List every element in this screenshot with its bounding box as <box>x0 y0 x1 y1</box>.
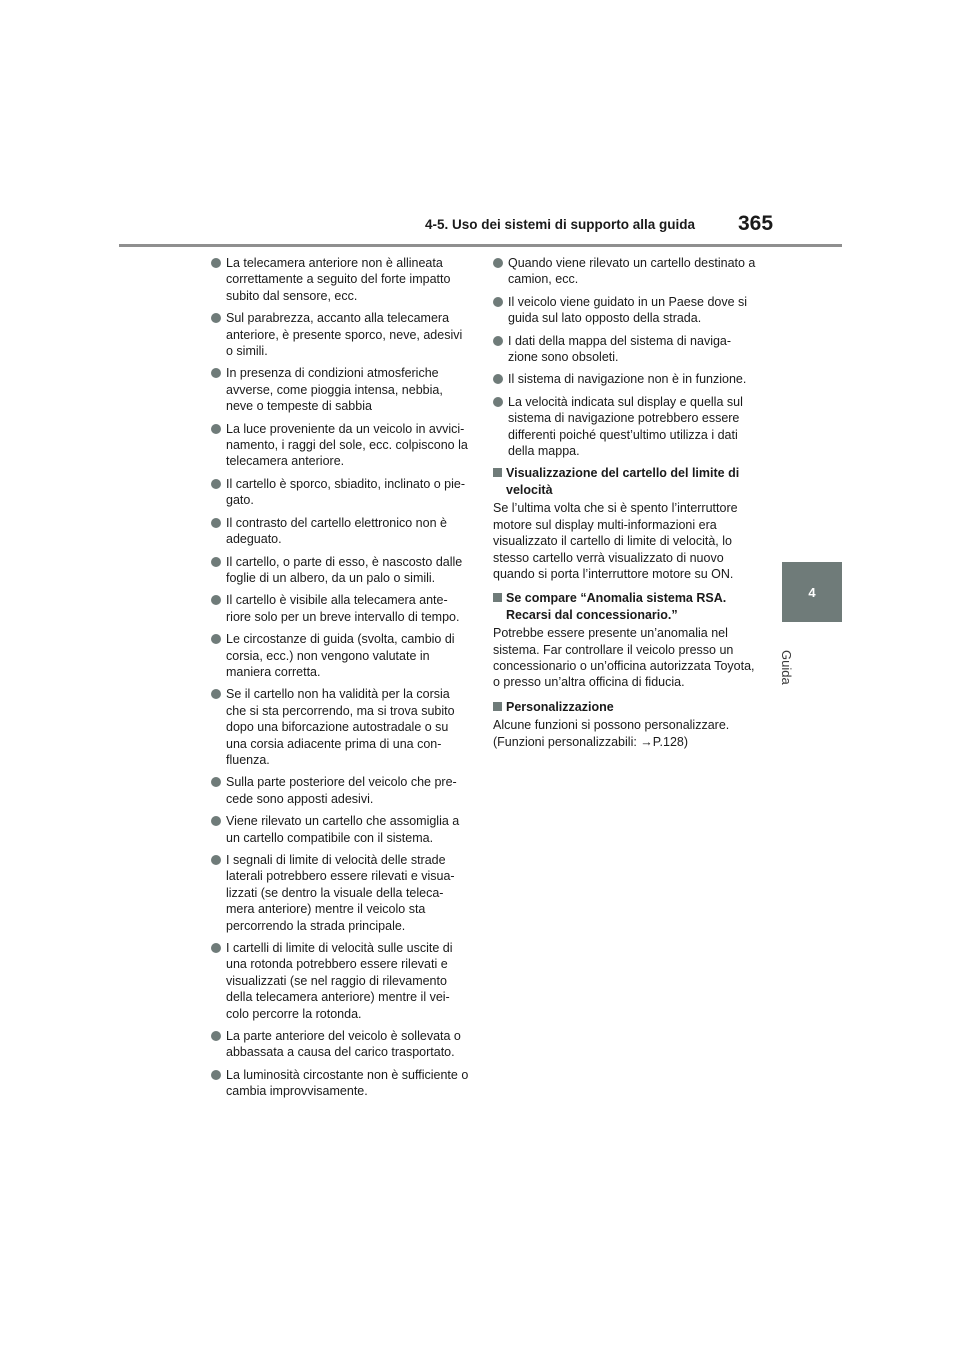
section-body: Alcune funzioni si possono personalizzare. (Funzioni personalizzabili: →P.128) <box>493 718 730 749</box>
list-item: Il veicolo viene guidato in un Paese dove si guida sul lato opposto della strada. <box>493 294 757 327</box>
list-item: Se il cartello non ha validità per la corsia che si sta percorrendo, ma si trova subito dopo una biforcazione autostradale o su una corsia adiacente prima di una con-fluenza. <box>211 686 471 768</box>
bullet-icon <box>211 943 221 953</box>
left-bullet-list <box>211 255 471 1100</box>
section-heading: Se compare “Anomalia sistema RSA. Recarsi dal concessionario.” <box>493 590 757 623</box>
list-item: Quando viene rilevato un cartello destinato a camion, ecc. <box>493 255 757 288</box>
list-item: Il cartello è visibile alla telecamera ante-riore solo per un breve intervallo di tempo. <box>211 592 471 625</box>
list-item: I dati della mappa del sistema di naviga-zione sono obsoleti. <box>493 333 757 366</box>
section-heading: Personalizzazione <box>493 699 757 715</box>
bullet-icon <box>211 313 221 323</box>
left-column <box>211 255 471 1106</box>
list-item: La luce proveniente da un veicolo in avvici-namento, i raggi del sole, ecc. colpiscono la telecamera anteriore. <box>211 421 471 470</box>
list-item: I cartelli di limite di velocità sulle uscite di una rotonda potrebbero essere rilevati e visualizzati (se nel raggio di rilevamento della telecamera anteriore) mentre il vei-colo percorre la rotonda. <box>211 940 471 1022</box>
section-speed-limit-display <box>493 465 757 582</box>
list-item: La velocità indicata sul display e quella sul sistema di navigazione potrebbero essere differenti poiché quest’ultimo utilizza i dati della mappa. <box>493 394 757 460</box>
bullet-icon <box>211 518 221 528</box>
bullet-icon <box>211 368 221 378</box>
list-item: Il cartello è sporco, sbiadito, inclinato o pie-gato. <box>211 476 471 509</box>
bullet-icon <box>211 1031 221 1041</box>
bullet-icon <box>211 424 221 434</box>
chapter-label <box>779 650 809 710</box>
bullet-icon <box>211 777 221 787</box>
list-item: I segnali di limite di velocità delle strade laterali potrebbero essere rilevati e visua-lizzati (se dentro la visuale della teleca-mera anteriore) mentre il veicolo sta percorrendo la strada principale. <box>211 852 471 934</box>
list-item: Il cartello, o parte di esso, è nascosto dalle foglie di un albero, da un palo o simili. <box>211 554 471 587</box>
chapter-tab[interactable] <box>782 562 842 622</box>
bullet-icon <box>211 479 221 489</box>
square-bullet-icon <box>493 593 502 602</box>
bullet-icon <box>493 397 503 407</box>
bullet-icon <box>211 689 221 699</box>
list-item: Viene rilevato un cartello che assomiglia a un cartello compatibile con il sistema. <box>211 813 471 846</box>
bullet-icon <box>211 634 221 644</box>
section-title: 4-5. Uso dei sistemi di supporto alla guida <box>425 217 696 232</box>
list-item: Le circostanze di guida (svolta, cambio di corsia, ecc.) non vengono valutate in maniera corretta. <box>211 631 471 680</box>
right-bullet-list <box>493 255 757 459</box>
bullet-icon <box>211 258 221 268</box>
header-divider <box>119 244 842 247</box>
square-bullet-icon <box>493 702 502 711</box>
page-number: 365 <box>738 212 774 235</box>
section-rsa-malfunction <box>493 590 757 690</box>
bullet-icon <box>493 336 503 346</box>
bullet-icon <box>493 297 503 307</box>
bullet-icon <box>211 855 221 865</box>
list-item: Il contrasto del cartello elettronico non è adeguato. <box>211 515 471 548</box>
section-body: Se l’ultima volta che si è spento l’interruttore motore sul display multi-informazioni era visualizzato il cartello di limite di velocità, lo stesso cartello verrà visualizzato di nuovo quando si porta l’interruttore motore su ON. <box>493 501 738 581</box>
list-item: La telecamera anteriore non è allineata correttamente a seguito del forte impatto subito dal sensore, ecc. <box>211 255 471 304</box>
list-item: La parte anteriore del veicolo è sollevata o abbassata a causa del carico trasportato. <box>211 1028 471 1061</box>
section-customization <box>493 699 757 750</box>
chapter-number: 4 <box>808 584 816 600</box>
bullet-icon <box>211 816 221 826</box>
section-heading: Visualizzazione del cartello del limite di velocità <box>493 465 757 498</box>
bullet-icon <box>493 374 503 384</box>
section-body: Potrebbe essere presente un’anomalia nel sistema. Far controllare il veicolo presso un concessionario o un’officina autorizzata Toyota, o presso un’altra officina di fiducia. <box>493 626 755 690</box>
bullet-icon <box>211 1070 221 1080</box>
bullet-icon <box>211 595 221 605</box>
list-item: In presenza di condizioni atmosferiche avverse, come pioggia intensa, nebbia, neve o tempeste di sabbia <box>211 365 471 414</box>
right-column <box>493 255 757 758</box>
chapter-label-text: Guida <box>779 650 794 685</box>
square-bullet-icon <box>493 468 502 477</box>
list-item: Sulla parte posteriore del veicolo che pre-cede sono apposti adesivi. <box>211 774 471 807</box>
list-item: La luminosità circostante non è sufficiente o cambia improvvisamente. <box>211 1067 471 1100</box>
list-item: Sul parabrezza, accanto alla telecamera anteriore, è presente sporco, neve, adesivi o simili. <box>211 310 471 359</box>
list-item: Il sistema di navigazione non è in funzione. <box>493 371 757 387</box>
bullet-icon <box>493 258 503 268</box>
bullet-icon <box>211 557 221 567</box>
